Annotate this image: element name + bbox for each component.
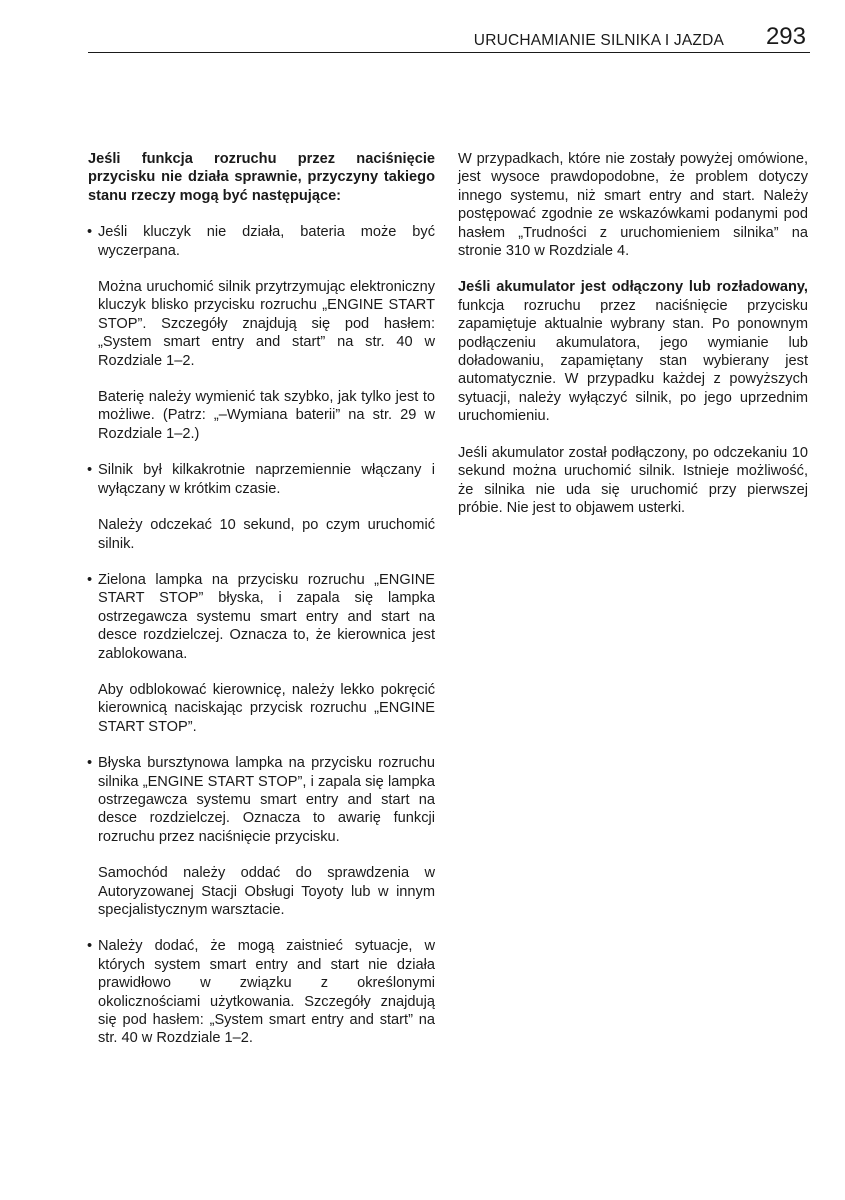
paragraph: Jeśli akumulator został podłączony, po odczekaniu 10 sekund można uruchomić silnik. Istnieje możliwość, że silnika nie uda się uruchomić przy pierwszej próbie. Nie jest to objawem usterki. — [458, 444, 808, 516]
list-item — [88, 571, 435, 663]
remedy-text: Można uruchomić silnik przytrzymując elektroniczny kluczyk blisko przycisku rozruchu „ENGINE START STOP”. Szczegóły znajdują się pod hasłem: „System smart entry and start” na str. 40 w Rozdziale 1–2. — [98, 279, 435, 369]
cause-text: Należy dodać, że mogą zaistnieć sytuacje, w których system smart entry and start nie działa prawidłowo w związku z określonymi okolicznościami użytkowania. Szczegóły znajdują się pod hasłem: „System smart entry and start” na str. 40 w Rozdziale 1–2. — [98, 938, 435, 1047]
cause-text: Silnik był kilkakrotnie naprzemiennie włączany i wyłączany w krótkim czasie. — [98, 462, 435, 497]
cause-text: Jeśli kluczyk nie działa, bateria może być wyczerpana. — [98, 224, 435, 259]
bullet-icon: • — [87, 571, 93, 588]
list-item — [88, 223, 435, 260]
lead-heading: Jeśli funkcja rozruchu przez naciśnięcie przycisku nie działa sprawnie, przyczyny takiego stanu rzeczy mogą być następujące: — [88, 151, 435, 204]
section-title: URUCHAMIANIE SILNIKA I JAZDA — [473, 32, 724, 49]
paragraph-text: funkcja rozruchu przez naciśnięcie przycisku zapamiętuje aktualnie wybrany stan. Po ponownym podłączeniu akumulatora, jego wymianie lub doładowaniu, zapamiętany stan wybierany jest automatycznie. W przypadku każdej z powyższych sytuacji, należy wyłączyć silnik, po jego uprzednim uruchomieniu. — [458, 297, 808, 425]
list-item — [88, 754, 435, 846]
paragraph — [458, 278, 808, 425]
header-rule — [88, 52, 810, 53]
remedy-text: Samochód należy oddać do sprawdzenia w Autoryzowanej Stacji Obsługi Toyoty lub w innym specjalistycznym warsztacie. — [98, 865, 435, 918]
list-item — [88, 461, 435, 498]
page-header — [88, 22, 810, 52]
remedy-text: Należy odczekać 10 sekund, po czym uruchomić silnik. — [98, 517, 435, 552]
page-number: 293 — [765, 23, 806, 50]
paragraph: W przypadkach, które nie zostały powyżej omówione, jest wysoce prawdopodobne, że problem dotyczy innego systemu, niż smart entry and start. Należy postępować zgodnie ze wskazówkami podanymi pod hasłem „Trudności z uruchomieniem silnika” na stronie 310 w Rozdziale 4. — [458, 151, 808, 260]
left-column — [88, 150, 435, 1066]
bullet-icon: • — [87, 462, 93, 479]
bullet-icon: • — [87, 224, 93, 241]
cause-text: Błyska bursztynowa lampka na przycisku rozruchu silnika „ENGINE START STOP”, i zapala się lampka ostrzegawcza systemu smart entry and start na desce rozdzielczej. Oznacza to awarię funkcji rozruchu przez naciśnięcie przycisku. — [98, 755, 435, 845]
bullet-icon: • — [87, 755, 93, 772]
bold-lead: Jeśli akumulator jest odłączony lub rozładowany, — [458, 279, 808, 296]
remedy-text: Baterię należy wymienić tak szybko, jak tylko jest to możliwe. (Patrz: „–Wymiana baterii” na str. 29 w Rozdziale 1–2.) — [98, 389, 435, 442]
right-column — [458, 150, 808, 535]
list-item — [88, 937, 435, 1047]
remedy-text: Aby odblokować kierownicę, należy lekko pokręcić kierownicą naciskając przycisk rozruchu „ENGINE START STOP”. — [98, 681, 435, 735]
cause-text: Zielona lampka na przycisku rozruchu „ENGINE START STOP” błyska, i zapala się lampka ostrzegawcza systemu smart entry and start na desce rozdzielczej. Oznacza to, że kierownica jest zablokowana. — [98, 571, 435, 662]
bullet-icon: • — [87, 938, 93, 955]
